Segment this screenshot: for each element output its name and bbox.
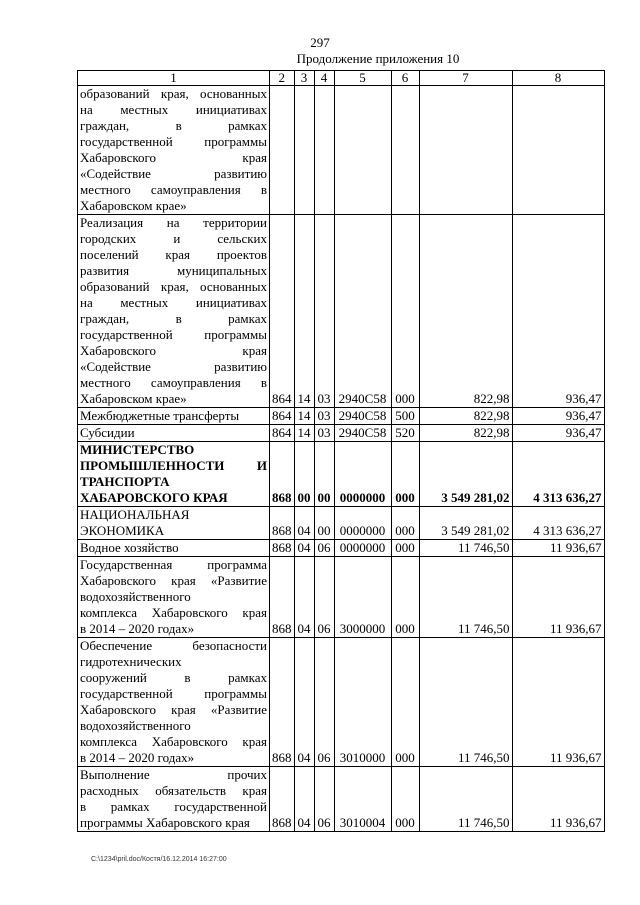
code-target-cell xyxy=(334,86,391,215)
row-name-line: Хабаровского края «Развитие xyxy=(80,573,267,588)
code-subsection-cell: 03 xyxy=(314,215,334,408)
code-target-cell: 3000000 xyxy=(334,557,391,638)
code-vr-cell: 520 xyxy=(391,425,419,442)
row-name-line: программы Хабаровского края xyxy=(80,815,250,830)
row-name-line: государственной программы xyxy=(80,134,267,149)
amount-2015-cell: 11 746,50 xyxy=(419,767,512,832)
code-target-cell: 2940С58 xyxy=(334,408,391,425)
code-section-cell: 04 xyxy=(294,557,314,638)
row-name-line: водохозяйственного xyxy=(80,589,191,604)
row-name-line: комплекса Хабаровского края xyxy=(80,605,267,620)
code-subsection-cell: 06 xyxy=(314,767,334,832)
row-name-line: комплекса Хабаровского края xyxy=(80,734,267,749)
code-gr-cell: 868 xyxy=(270,507,295,540)
amount-2016-cell xyxy=(512,86,604,215)
header-col-6: 6 xyxy=(391,71,419,86)
code-gr-cell: 868 xyxy=(270,638,295,767)
row-name-line: в 2014 – 2020 годах» xyxy=(80,750,195,765)
amount-2015-cell: 3 549 281,02 xyxy=(419,507,512,540)
code-vr-cell: 000 xyxy=(391,540,419,557)
row-name-cell xyxy=(78,507,270,540)
amount-2015-cell: 822,98 xyxy=(419,425,512,442)
amount-2015-cell: 11 746,50 xyxy=(419,540,512,557)
table-row xyxy=(78,638,605,767)
code-target-cell: 3010004 xyxy=(334,767,391,832)
amount-2016-cell: 4 313 636,27 xyxy=(512,507,604,540)
row-name-line: Хабаровском крае» xyxy=(80,391,187,406)
row-name-cell xyxy=(78,767,270,832)
row-name-cell xyxy=(78,86,270,215)
code-vr-cell: 000 xyxy=(391,215,419,408)
row-name-line: ТРАНСПОРТА xyxy=(80,474,170,489)
row-name-line: на местных инициативах xyxy=(80,295,267,310)
code-gr-cell: 868 xyxy=(270,540,295,557)
budget-table xyxy=(77,70,605,832)
code-section-cell: 04 xyxy=(294,540,314,557)
code-target-cell: 2940С58 xyxy=(334,425,391,442)
row-name-line: государственной программы xyxy=(80,686,267,701)
row-name-line: Реализация на территории xyxy=(80,215,267,230)
amount-2016-cell: 936,47 xyxy=(512,215,604,408)
row-name-cell xyxy=(78,540,270,557)
table-row xyxy=(78,507,605,540)
table-row xyxy=(78,557,605,638)
code-section-cell: 04 xyxy=(294,767,314,832)
amount-2016-cell: 11 936,67 xyxy=(512,767,604,832)
row-name-line: ХАБАРОВСКОГО КРАЯ xyxy=(80,490,228,505)
code-subsection-cell: 06 xyxy=(314,540,334,557)
header-col-2: 2 xyxy=(270,71,295,86)
code-gr-cell: 864 xyxy=(270,408,295,425)
code-subsection-cell: 06 xyxy=(314,638,334,767)
row-name-cell xyxy=(78,557,270,638)
row-name-cell xyxy=(78,215,270,408)
row-name-line: Хабаровского края «Развитие xyxy=(80,702,267,717)
code-target-cell: 0000000 xyxy=(334,540,391,557)
amount-2015-cell xyxy=(419,86,512,215)
code-subsection-cell: 06 xyxy=(314,557,334,638)
header-col-1: 1 xyxy=(78,71,270,86)
row-name-cell xyxy=(78,638,270,767)
header-col-3: 3 xyxy=(294,71,314,86)
code-vr-cell: 000 xyxy=(391,442,419,507)
amount-2015-cell: 11 746,50 xyxy=(419,557,512,638)
row-name-line: образований края, основанных xyxy=(80,86,267,101)
table-row xyxy=(78,442,605,507)
amount-2015-cell: 822,98 xyxy=(419,408,512,425)
row-name-cell xyxy=(78,408,270,425)
header-col-4: 4 xyxy=(314,71,334,86)
row-name-line: поселений края проектов xyxy=(80,247,267,262)
code-section-cell: 04 xyxy=(294,507,314,540)
row-name-line: ЭКОНОМИКА xyxy=(80,523,165,538)
continuation-caption: Продолжение приложения 10 xyxy=(296,51,460,66)
row-name-line: водохозяйственного xyxy=(80,718,191,733)
row-name-line: граждан, в рамках xyxy=(80,118,267,133)
code-section-cell: 00 xyxy=(294,442,314,507)
table-row xyxy=(78,767,605,832)
code-vr-cell: 000 xyxy=(391,557,419,638)
code-section-cell xyxy=(294,86,314,215)
row-name-cell xyxy=(78,425,270,442)
amount-2016-cell: 11 936,67 xyxy=(512,638,604,767)
row-name-line: государственной программы xyxy=(80,327,267,342)
table-row xyxy=(78,425,605,442)
header-col-7: 7 xyxy=(419,71,512,86)
code-target-cell: 2940С58 xyxy=(334,215,391,408)
amount-2015-cell: 822,98 xyxy=(419,215,512,408)
file-path-footer: C:\1234\pril.doc/Костя/16.12.2014 16:27:00 xyxy=(91,856,227,863)
row-name-line: местного самоуправления в xyxy=(80,375,267,390)
row-name-line: Хабаровского края xyxy=(80,150,267,165)
amount-2016-cell: 936,47 xyxy=(512,425,604,442)
amount-2015-cell: 11 746,50 xyxy=(419,638,512,767)
header-row xyxy=(78,71,605,86)
code-gr-cell: 868 xyxy=(270,767,295,832)
code-subsection-cell: 03 xyxy=(314,408,334,425)
row-name-line: НАЦИОНАЛЬНАЯ xyxy=(80,507,190,522)
code-subsection-cell: 00 xyxy=(314,442,334,507)
row-name-line: «Содействие развитию xyxy=(80,359,267,374)
header-col-8: 8 xyxy=(512,71,604,86)
amount-2016-cell: 4 313 636,27 xyxy=(512,442,604,507)
amount-2016-cell: 11 936,67 xyxy=(512,557,604,638)
code-section-cell: 14 xyxy=(294,425,314,442)
code-section-cell: 14 xyxy=(294,408,314,425)
code-gr-cell: 868 xyxy=(270,442,295,507)
code-gr-cell: 864 xyxy=(270,425,295,442)
row-name-line: Государственная программа xyxy=(80,557,267,572)
code-vr-cell xyxy=(391,86,419,215)
row-name-line: граждан, в рамках xyxy=(80,311,267,326)
table-row xyxy=(78,86,605,215)
code-subsection-cell: 00 xyxy=(314,507,334,540)
code-vr-cell: 000 xyxy=(391,767,419,832)
row-name-line: Выполнение прочих xyxy=(80,767,267,782)
code-vr-cell: 500 xyxy=(391,408,419,425)
row-name-line: Субсидии xyxy=(80,425,135,440)
row-name-line: Водное хозяйство xyxy=(80,540,179,555)
code-subsection-cell xyxy=(314,86,334,215)
code-vr-cell: 000 xyxy=(391,638,419,767)
row-name-line: местного самоуправления в xyxy=(80,182,267,197)
row-name-line: Межбюджетные трансферты xyxy=(80,408,240,423)
row-name-cell xyxy=(78,442,270,507)
row-name-line: «Содействие развитию xyxy=(80,166,267,181)
table-row xyxy=(78,540,605,557)
amount-2016-cell: 11 936,67 xyxy=(512,540,604,557)
amount-2015-cell: 3 549 281,02 xyxy=(419,442,512,507)
code-section-cell: 04 xyxy=(294,638,314,767)
row-name-line: МИНИСТЕРСТВО xyxy=(80,442,195,457)
row-name-line: образований края, основанных xyxy=(80,279,267,294)
header-col-5: 5 xyxy=(334,71,391,86)
code-section-cell: 14 xyxy=(294,215,314,408)
code-vr-cell: 000 xyxy=(391,507,419,540)
row-name-line: в рамках государственной xyxy=(80,799,267,814)
code-gr-cell xyxy=(270,86,295,215)
code-target-cell: 0000000 xyxy=(334,442,391,507)
row-name-line: Обеспечение безопасности xyxy=(80,638,267,653)
code-gr-cell: 864 xyxy=(270,215,295,408)
code-target-cell: 0000000 xyxy=(334,507,391,540)
amount-2016-cell: 936,47 xyxy=(512,408,604,425)
table-row xyxy=(78,408,605,425)
code-subsection-cell: 03 xyxy=(314,425,334,442)
row-name-line: Хабаровского края xyxy=(80,343,267,358)
row-name-line: развития муниципальных xyxy=(80,263,267,278)
row-name-line: гидротехнических xyxy=(80,654,182,669)
row-name-line: Хабаровском крае» xyxy=(80,198,187,213)
page-number: 297 xyxy=(310,35,330,50)
row-name-line: городских и сельских xyxy=(80,231,267,246)
row-name-line: в 2014 – 2020 годах» xyxy=(80,621,195,636)
row-name-line: на местных инициативах xyxy=(80,102,267,117)
table-row xyxy=(78,215,605,408)
row-name-line: ПРОМЫШЛЕННОСТИ И xyxy=(80,458,267,473)
row-name-line: расходных обязательств края xyxy=(80,783,267,798)
code-gr-cell: 868 xyxy=(270,557,295,638)
row-name-line: сооружений в рамках xyxy=(80,670,267,685)
code-target-cell: 3010000 xyxy=(334,638,391,767)
